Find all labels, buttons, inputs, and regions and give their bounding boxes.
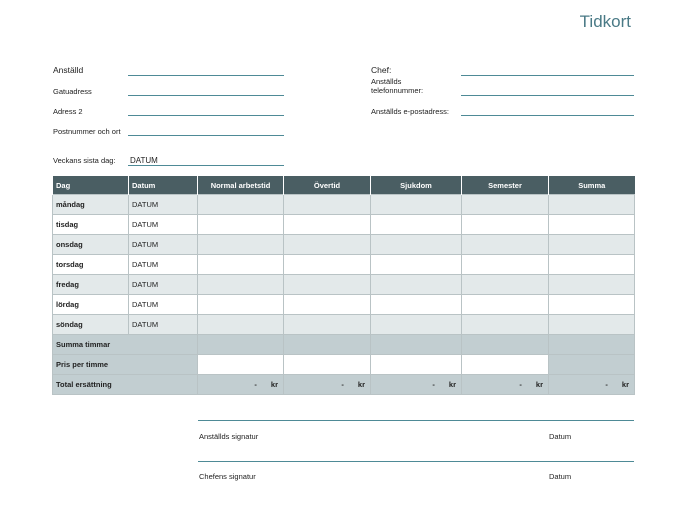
normal-cell[interactable] [198, 275, 284, 295]
day-cell: söndag [53, 315, 129, 335]
sum-overtime-cell [284, 335, 371, 355]
sick-cell[interactable] [371, 215, 462, 235]
date-cell[interactable]: DATUM [129, 295, 198, 315]
sum-sick-cell [371, 335, 462, 355]
date-cell[interactable]: DATUM [129, 215, 198, 235]
total-sum-cell [549, 375, 635, 395]
price-per-hour-label: Pris per timme [53, 355, 198, 375]
overtime-cell[interactable] [284, 255, 371, 275]
zip-field[interactable] [128, 135, 284, 136]
week-end-field[interactable] [128, 165, 284, 166]
amount-dash: - [254, 380, 257, 389]
amount-dash: - [519, 380, 522, 389]
manager-signature-line[interactable] [198, 461, 634, 462]
date-cell[interactable]: DATUM [129, 235, 198, 255]
normal-cell[interactable] [198, 295, 284, 315]
price-vacation-cell[interactable] [462, 355, 549, 375]
total-cell [549, 295, 635, 315]
total-cell [549, 315, 635, 335]
email-field[interactable] [461, 115, 634, 116]
manager-signature-label: Chefens signatur [199, 472, 256, 481]
col-header-day: Dag [53, 176, 129, 195]
price-per-hour-row [53, 355, 635, 375]
total-normal-cell [198, 375, 284, 395]
col-header-sick: Sjukdom [371, 176, 462, 195]
day-cell: onsdag [53, 235, 129, 255]
day-cell: måndag [53, 195, 129, 215]
week-end-label: Veckans sista dag: [53, 156, 116, 165]
price-sick-cell[interactable] [371, 355, 462, 375]
currency-label: kr [621, 380, 629, 389]
normal-cell[interactable] [198, 315, 284, 335]
address2-label: Adress 2 [53, 107, 83, 116]
price-total-cell [549, 355, 635, 375]
total-pay-label: Total ersättning [53, 375, 198, 395]
overtime-cell[interactable] [284, 275, 371, 295]
vacation-cell[interactable] [462, 315, 549, 335]
address-label: Gatuadress [53, 87, 92, 96]
amount-dash: - [432, 380, 435, 389]
address-field[interactable] [128, 95, 284, 96]
date-cell[interactable]: DATUM [129, 275, 198, 295]
total-cell [549, 255, 635, 275]
employee-name-field[interactable] [128, 75, 284, 76]
total-vacation-cell [462, 375, 549, 395]
vacation-cell[interactable] [462, 255, 549, 275]
day-cell: torsdag [53, 255, 129, 275]
total-cell [549, 195, 635, 215]
amount-dash: - [605, 380, 608, 389]
currency-label: kr [357, 380, 365, 389]
vacation-cell[interactable] [462, 235, 549, 255]
overtime-cell[interactable] [284, 235, 371, 255]
total-cell [549, 235, 635, 255]
overtime-cell[interactable] [284, 215, 371, 235]
normal-cell[interactable] [198, 215, 284, 235]
col-header-normal: Normal arbetstid [198, 176, 284, 195]
date-cell[interactable]: DATUM [129, 255, 198, 275]
price-overtime-cell[interactable] [284, 355, 371, 375]
zip-label: Postnummer och ort [53, 127, 121, 136]
table-row [53, 295, 635, 315]
sick-cell[interactable] [371, 275, 462, 295]
table-header-row [53, 176, 635, 195]
manager-label: Chef: [371, 65, 392, 75]
email-label: Anställds e-postadress: [371, 107, 449, 116]
day-cell: tisdag [53, 215, 129, 235]
currency-label: kr [448, 380, 456, 389]
table-row [53, 235, 635, 255]
overtime-cell[interactable] [284, 195, 371, 215]
normal-cell[interactable] [198, 235, 284, 255]
sum-hours-row [53, 335, 635, 355]
day-cell: lördag [53, 295, 129, 315]
sum-vacation-cell [462, 335, 549, 355]
phone-label-line1: Anställds [371, 77, 402, 86]
page-title: Tidkort [579, 12, 631, 31]
sick-cell[interactable] [371, 235, 462, 255]
col-header-total: Summa [549, 176, 635, 195]
date-cell[interactable]: DATUM [129, 315, 198, 335]
overtime-cell[interactable] [284, 295, 371, 315]
sick-cell[interactable] [371, 315, 462, 335]
total-sick-cell [371, 375, 462, 395]
sum-hours-label: Summa timmar [53, 335, 198, 355]
sick-cell[interactable] [371, 255, 462, 275]
vacation-cell[interactable] [462, 295, 549, 315]
vacation-cell[interactable] [462, 215, 549, 235]
table-row [53, 275, 635, 295]
normal-cell[interactable] [198, 195, 284, 215]
total-cell [549, 275, 635, 295]
employee-name-label: Anställd [53, 65, 84, 75]
overtime-cell[interactable] [284, 315, 371, 335]
table-row [53, 195, 635, 215]
total-pay-row [53, 375, 635, 395]
amount-dash: - [341, 380, 344, 389]
sum-total-cell [549, 335, 635, 355]
table-row [53, 255, 635, 275]
employee-signature-label: Anställds signatur [199, 432, 259, 441]
total-overtime-cell [284, 375, 371, 395]
phone-field[interactable] [461, 95, 634, 96]
manager-field[interactable] [461, 75, 634, 76]
phone-label-line2: telefonnummer: [371, 86, 424, 95]
price-normal-cell[interactable] [198, 355, 284, 375]
day-cell: fredag [53, 275, 129, 295]
timecard-table [52, 176, 635, 395]
date-cell[interactable]: DATUM [129, 195, 198, 215]
currency-label: kr [535, 380, 543, 389]
normal-cell[interactable] [198, 255, 284, 275]
sick-cell[interactable] [371, 195, 462, 215]
sum-normal-cell [198, 335, 284, 355]
table-row [53, 215, 635, 235]
col-header-overtime: Övertid [284, 176, 371, 195]
manager-signature-date-label: Datum [549, 472, 572, 481]
week-end-value[interactable]: DATUM [130, 156, 158, 165]
employee-signature-date-label: Datum [549, 432, 572, 441]
table-row [53, 315, 635, 335]
currency-label: kr [270, 380, 278, 389]
col-header-vacation: Semester [462, 176, 549, 195]
total-cell [549, 215, 635, 235]
vacation-cell[interactable] [462, 275, 549, 295]
vacation-cell[interactable] [462, 195, 549, 215]
employee-signature-line[interactable] [198, 420, 634, 421]
sick-cell[interactable] [371, 295, 462, 315]
col-header-date: Datum [129, 176, 198, 195]
address2-field[interactable] [128, 115, 284, 116]
